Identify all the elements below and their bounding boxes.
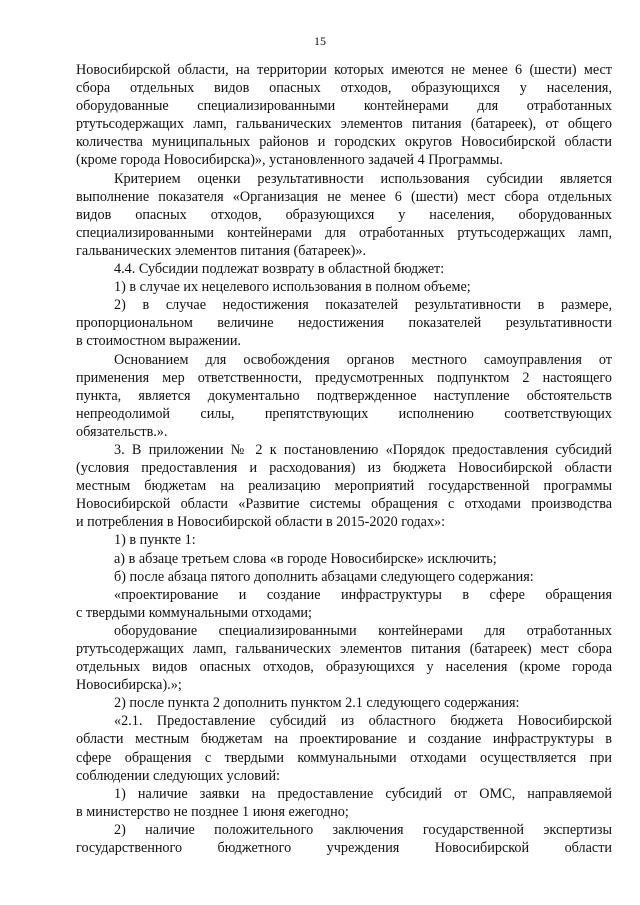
text-line: обязательств.». (76, 423, 168, 440)
text-line: 1) наличие заявки на предоставление субсидий от ОМС, направляемой (114, 785, 612, 802)
text-line: 2) в случае недостижения показателей результативности в размере, (114, 297, 612, 314)
text-line: в стоимостном выражении. (76, 333, 241, 350)
text-line: 2) после пункта 2 дополнить пунктом 2.1 следующего содержания: (114, 695, 520, 712)
document-body (76, 61, 612, 857)
page-number: 15 (314, 34, 326, 48)
text-line: пропорциональном величине недостижения показателей результативности (76, 315, 612, 332)
text-line: государственного бюджетного учреждения Новосибирской области (76, 840, 612, 857)
text-line: выполнение показателя «Организация не менее 6 (шести) мест сбора отдельных (76, 188, 612, 205)
text-line: количества муниципальных районов и городских округов Новосибирской области (76, 134, 612, 151)
text-line: применения мер ответственности, предусмотренных подпунктом 2 настоящего (76, 369, 612, 386)
text-line: в министерство не позднее 1 июня ежегодно; (76, 803, 349, 820)
text-line: и потребления в Новосибирской области в 2015-2020 годах»: (76, 514, 446, 531)
text-line: 2) наличие положительного заключения государственной экспертизы (114, 821, 612, 838)
text-line: (кроме города Новосибирска)», установленного задачей 4 Программы. (76, 152, 503, 169)
text-line: области местным бюджетам на проектирование и создание инфраструктуры в (76, 731, 612, 748)
text-line: Новосибирской области «Развитие системы обращения с отходами производства (76, 496, 612, 513)
text-line: ртутьсодержащих ламп, гальванических элементов питания (батареек), от общего (76, 116, 612, 133)
text-line: отдельных видов опасных отходов, образующихся у населения (кроме города (76, 659, 612, 676)
text-line: б) после абзаца пятого дополнить абзацами следующего содержания: (114, 568, 534, 585)
text-line: специализированными контейнерами для отработанных ртутьсодержащих ламп, (76, 224, 612, 241)
text-line: Основанием для освобождения органов местного самоуправления от (114, 351, 612, 368)
text-line: местным бюджетам на реализацию мероприятий государственной программы (76, 478, 612, 495)
text-line: а) в абзаце третьем слова «в городе Новосибирске» исключить; (114, 550, 497, 567)
text-line: с твердыми коммунальными отходами; (76, 604, 312, 621)
text-line: соблюдении следующих условий: (76, 767, 280, 784)
text-line: пункта, является документально подтвержденное наступление обстоятельств (76, 387, 612, 404)
text-line: Новосибирской области, на территории которых имеются не менее 6 (шести) мест (76, 62, 612, 78)
text-line: сбора отдельных видов опасных отходов, образующихся у населения, (76, 80, 612, 97)
text-line: сфере обращения с твердыми коммунальными отходами осуществляется при (76, 749, 612, 766)
text-line: Критерием оценки результативности использования субсидии является (114, 170, 612, 187)
text-line: видов опасных отходов, образующихся у населения, оборудованных (76, 206, 612, 223)
text-line: (условия предоставления и расходования) из бюджета Новосибирской области (76, 460, 612, 477)
text-line: оборудование специализированными контейнерами для отработанных (114, 622, 612, 639)
text-line: непреодолимой силы, препятствующих исполнению соответствующих (76, 405, 612, 422)
text-line: 4.4. Субсидии подлежат возврату в областной бюджет: (114, 261, 445, 278)
text-line: 3. В приложении № 2 к постановлению «Порядок предоставления субсидий (114, 441, 612, 458)
text-line: 1) в пункте 1: (114, 532, 196, 549)
text-line: «проектирование и создание инфраструктуры в сфере обращения (114, 586, 612, 603)
text-line: Новосибирска).»; (76, 677, 182, 694)
text-line: «2.1. Предоставление субсидий из областного бюджета Новосибирской (114, 713, 612, 730)
text-line: ртутьсодержащих ламп, гальванических элементов питания (батареек) мест сбора (76, 641, 612, 657)
text-line: гальванических элементов питания (батареек)». (76, 242, 367, 259)
text-line: оборудованные специализированными контейнерами для отработанных (76, 98, 612, 115)
text-line: 1) в случае их нецелевого использования в полном объеме; (114, 279, 471, 296)
